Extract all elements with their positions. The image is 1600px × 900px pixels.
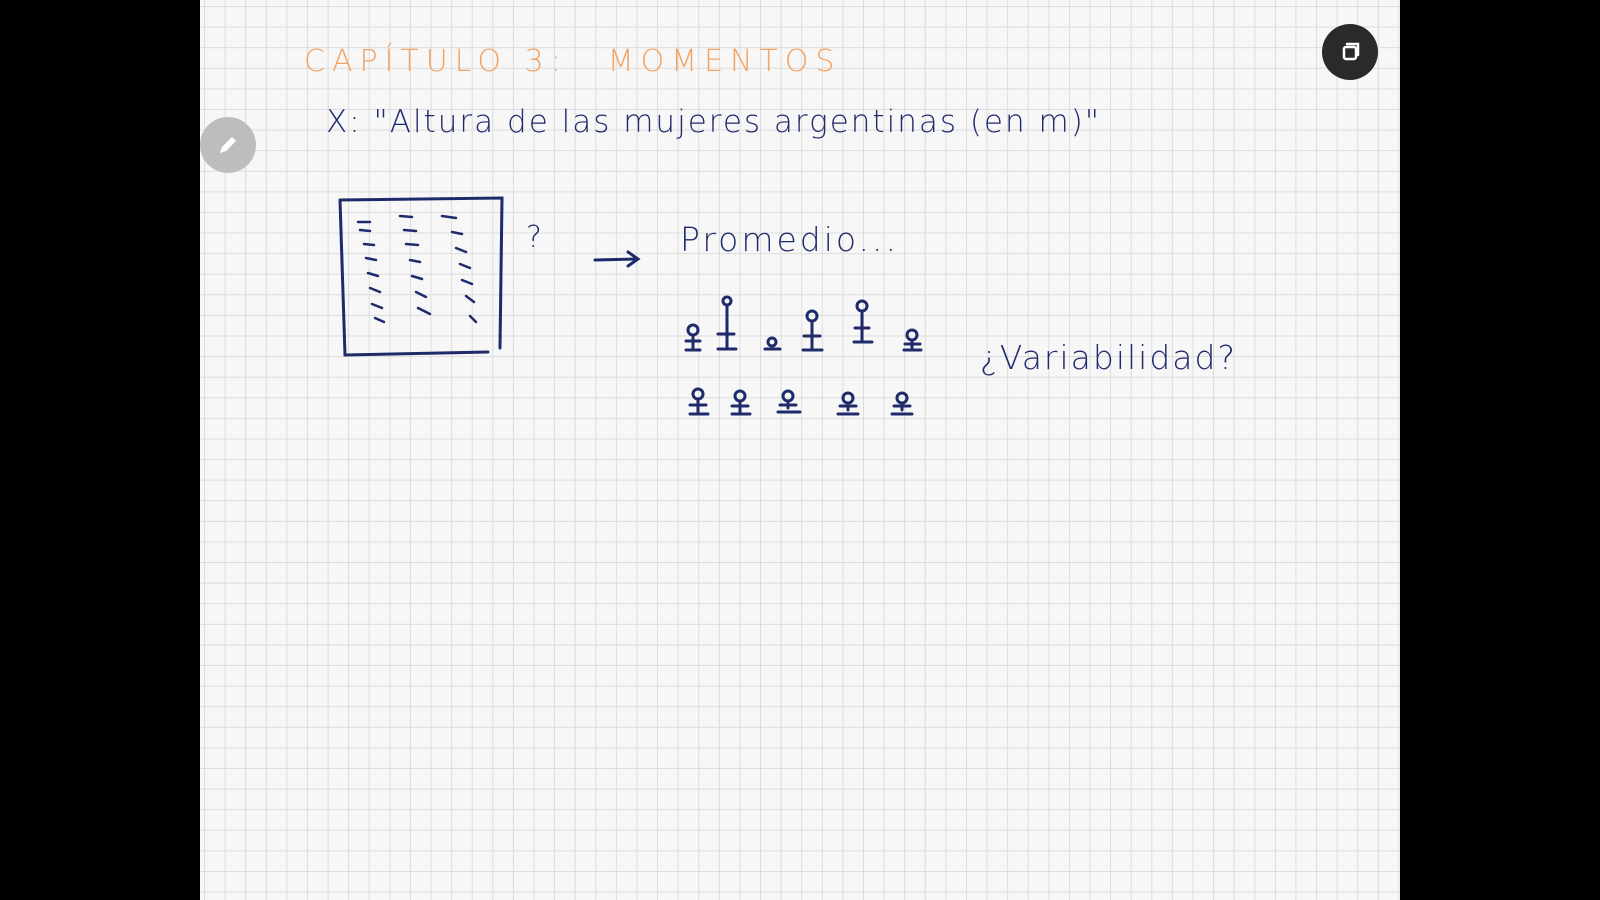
person-figure <box>904 330 921 350</box>
arrow-right <box>595 252 638 266</box>
question-mark: ? <box>526 220 542 255</box>
person-figure <box>732 391 750 414</box>
person-figure <box>690 389 708 414</box>
person-figure <box>838 393 858 414</box>
edit-button[interactable] <box>200 117 256 173</box>
promedio-label: Promedio... <box>680 220 899 259</box>
person-figure <box>854 301 872 342</box>
person-figure <box>686 325 700 350</box>
chapter-title-topic: MOMENTOS <box>607 44 842 79</box>
person-figure <box>778 391 800 412</box>
variable-definition: X: "Altura de las mujeres argentinas (en m)" <box>326 104 1102 140</box>
notebook-page <box>200 0 1400 900</box>
exit-fullscreen-icon <box>1337 39 1363 65</box>
people-row-2 <box>690 389 912 414</box>
people-row-1 <box>686 297 921 350</box>
variabilidad-label: ¿Variabilidad? <box>980 338 1237 377</box>
sketch-layer <box>200 0 1400 900</box>
chapter-title-number: CAPÍTULO 3: <box>304 44 568 79</box>
pencil-icon <box>216 133 240 157</box>
person-figure <box>765 338 780 349</box>
person-figure <box>718 297 736 349</box>
data-table-sketch <box>340 198 502 355</box>
person-figure <box>892 393 912 414</box>
exit-fullscreen-button[interactable] <box>1322 24 1378 80</box>
person-figure <box>803 311 822 350</box>
